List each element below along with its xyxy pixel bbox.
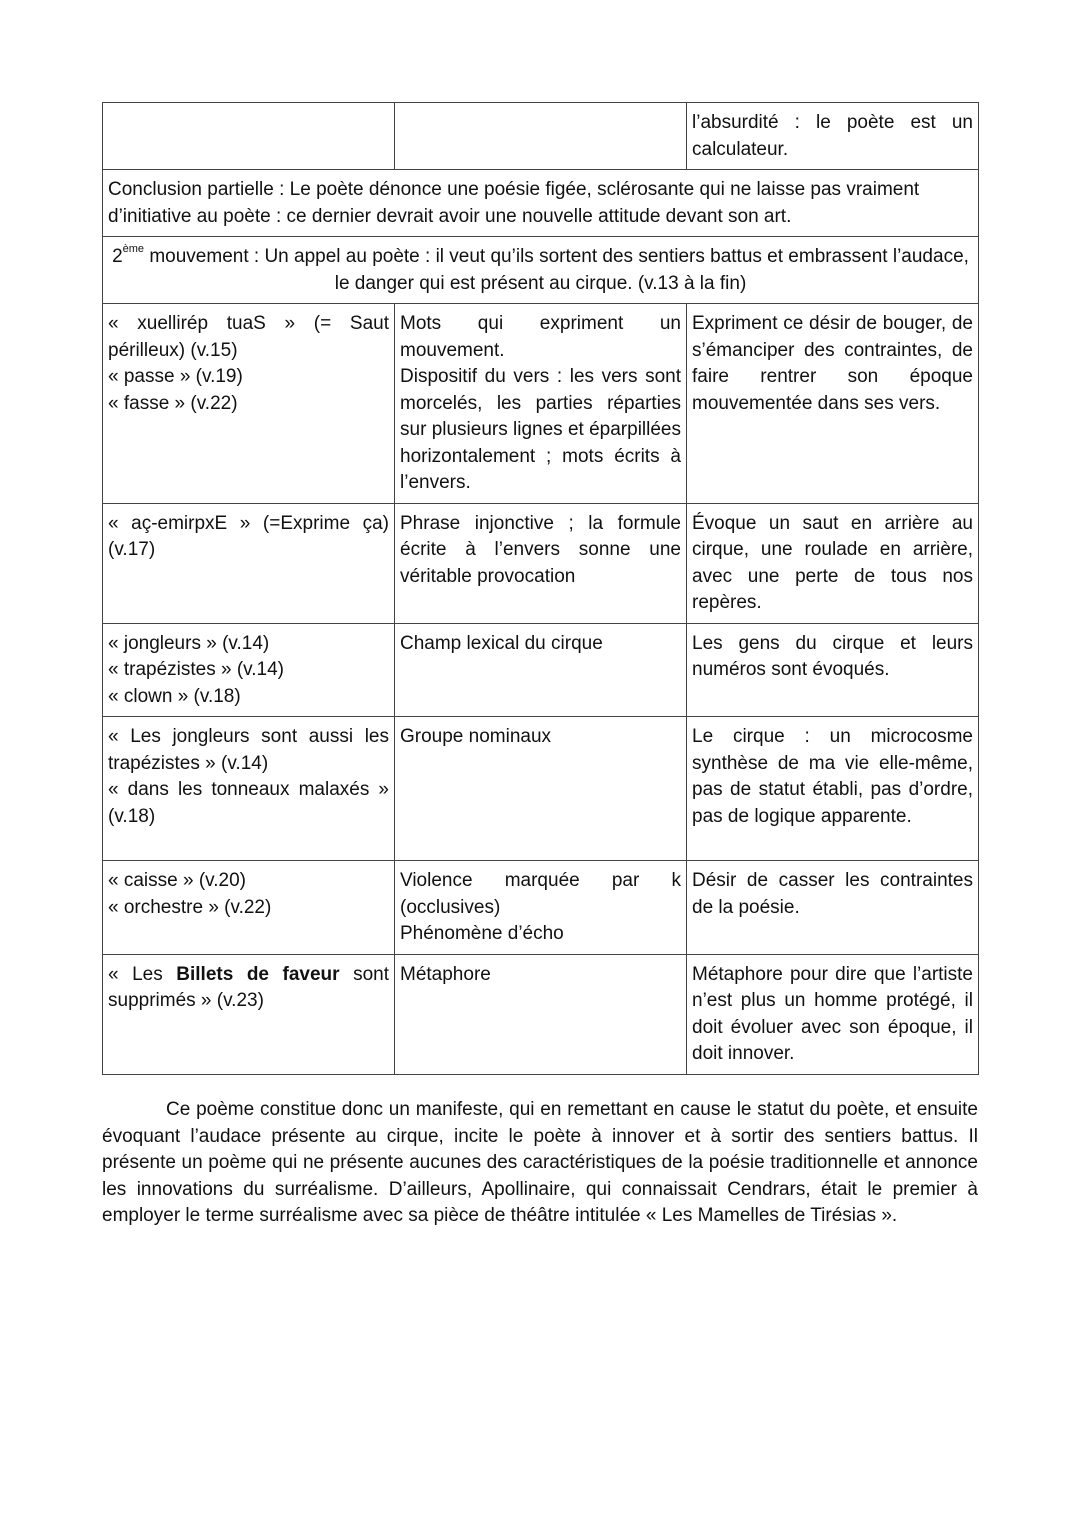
table-row — [103, 623, 979, 717]
quote-bold: Billets de faveur — [176, 963, 340, 985]
table-row — [103, 170, 979, 237]
table-cell — [103, 103, 395, 170]
interpretation-line: Métaphore pour dire que l’artiste n’est plus un homme protégé, il doit évoluer avec son époque, il doit innover. — [692, 963, 973, 1064]
table-cell — [103, 503, 395, 623]
interpretation-line: Le cirque : un microcosme synthèse de ma vie elle-même, pas de statut établi, pas d’ordre, pas de logique apparente. — [692, 726, 973, 827]
quote-line: « aç-emirpxE » (=Exprime ça) (v.17) — [108, 512, 389, 560]
technique-line: Mots qui expriment un mouvement. — [400, 313, 681, 361]
table-cell — [687, 623, 979, 717]
table-cell — [395, 103, 687, 170]
quote-line: « trapézistes » (v.14) — [108, 659, 285, 680]
table-cell — [687, 717, 979, 861]
table-cell — [103, 304, 395, 504]
technique-line: Violence marquée par k (occlusives) — [400, 870, 681, 918]
quote-line: « fasse » (v.22) — [108, 392, 238, 414]
technique-line: Métaphore — [400, 963, 491, 985]
interpretation-line: Expriment ce désir de bouger, de s’émanciper des contraintes, de faire rentrer son époque mouvementée dans ses vers. — [692, 313, 973, 414]
table-cell — [687, 861, 979, 955]
table-cell — [687, 304, 979, 504]
table-row — [103, 304, 979, 504]
table-cell — [687, 503, 979, 623]
table-cell — [687, 954, 979, 1074]
quote-line: « caisse » (v.20) — [108, 870, 246, 891]
movement-superscript: ème — [122, 242, 145, 255]
table-cell — [395, 954, 687, 1074]
table-row — [103, 954, 979, 1074]
interpretation-line: Les gens du cirque et leurs numéros sont évoqués. — [692, 632, 973, 680]
technique-line: Champ lexical du cirque — [400, 632, 603, 654]
partial-conclusion: Conclusion partielle : Le poète dénonce une poésie figée, sclérosante qui ne laisse pas vraiment d’initiative au poète : ce dernier devrait avoir une nouvelle attitude devant son art. — [103, 170, 979, 237]
table-cell — [103, 623, 395, 717]
table-row — [103, 861, 979, 955]
technique-line: Phrase injonctive ; la formule écrite à l’envers sonne une véritable provocation — [400, 512, 681, 587]
table-cell: l’absurdité : le poète est un calculateur. — [687, 103, 979, 170]
technique-line: Groupe nominaux — [400, 726, 552, 747]
quote-line: « dans les tonneaux malaxés » (v.18) — [108, 779, 389, 827]
table-cell — [395, 861, 687, 955]
table-row — [103, 503, 979, 623]
table-cell — [395, 304, 687, 504]
quote-line: « passe » (v.19) — [108, 366, 243, 387]
movement-number: 2 — [112, 246, 123, 267]
movement-heading — [103, 237, 979, 304]
quote-line: « Les jongleurs sont aussi les trapézistes » (v.14) — [108, 726, 389, 774]
technique-line: Phénomène d’écho — [400, 923, 564, 944]
interpretation-line: Désir de casser les contraintes de la poésie. — [692, 870, 973, 918]
table-cell — [395, 717, 687, 861]
table-cell — [103, 954, 395, 1074]
table-cell — [103, 717, 395, 861]
conclusion-paragraph: Ce poème constitue donc un manifeste, qui en remettant en cause le statut du poète, et ensuite évoquant l’audace présente au cirque, incite le poète à innover et à sortir des sentiers battus. Il présente un poème qui ne présente aucunes des caractéristiques de la poésie traditionnelle et annonce les innovations du surréalisme. D’ailleurs, Apollinaire, qui connaissait Cendrars, était le premier à employer le terme surréalisme avec sa pièce de théâtre intitulée « Les Mamelles de Tirésias ». — [102, 1099, 978, 1226]
table-row — [103, 717, 979, 861]
table-row — [103, 103, 979, 170]
table-cell — [395, 623, 687, 717]
quote-line: « orchestre » (v.22) — [108, 896, 272, 918]
technique-line: Dispositif du vers : les vers sont morcelés, les parties réparties sur plusieurs lignes et éparpillées horizontalement ; mots écrits à l’envers. — [400, 366, 681, 493]
table-cell — [103, 861, 395, 955]
quote-line: « jongleurs » (v.14) — [108, 632, 270, 654]
quote-line: « xuellirép tuaS » (= Saut périlleux) (v.15) — [108, 313, 389, 361]
analysis-table — [102, 102, 979, 1075]
movement-text: mouvement : Un appel au poète : il veut qu’ils sortent des sentiers battus et embrassent l’audace, le danger qui est présent au cirque. (v.13 à la fin) — [144, 246, 969, 294]
quote-prefix: « Les — [108, 963, 177, 985]
table-row — [103, 237, 979, 304]
quote-suffix: sont supprimés » (v.23) — [108, 963, 389, 1011]
interpretation-line: Évoque un saut en arrière au cirque, une roulade en arrière, avec une perte de tous nos repères. — [692, 512, 973, 613]
quote-line: « clown » (v.18) — [108, 685, 241, 707]
table-cell — [395, 503, 687, 623]
